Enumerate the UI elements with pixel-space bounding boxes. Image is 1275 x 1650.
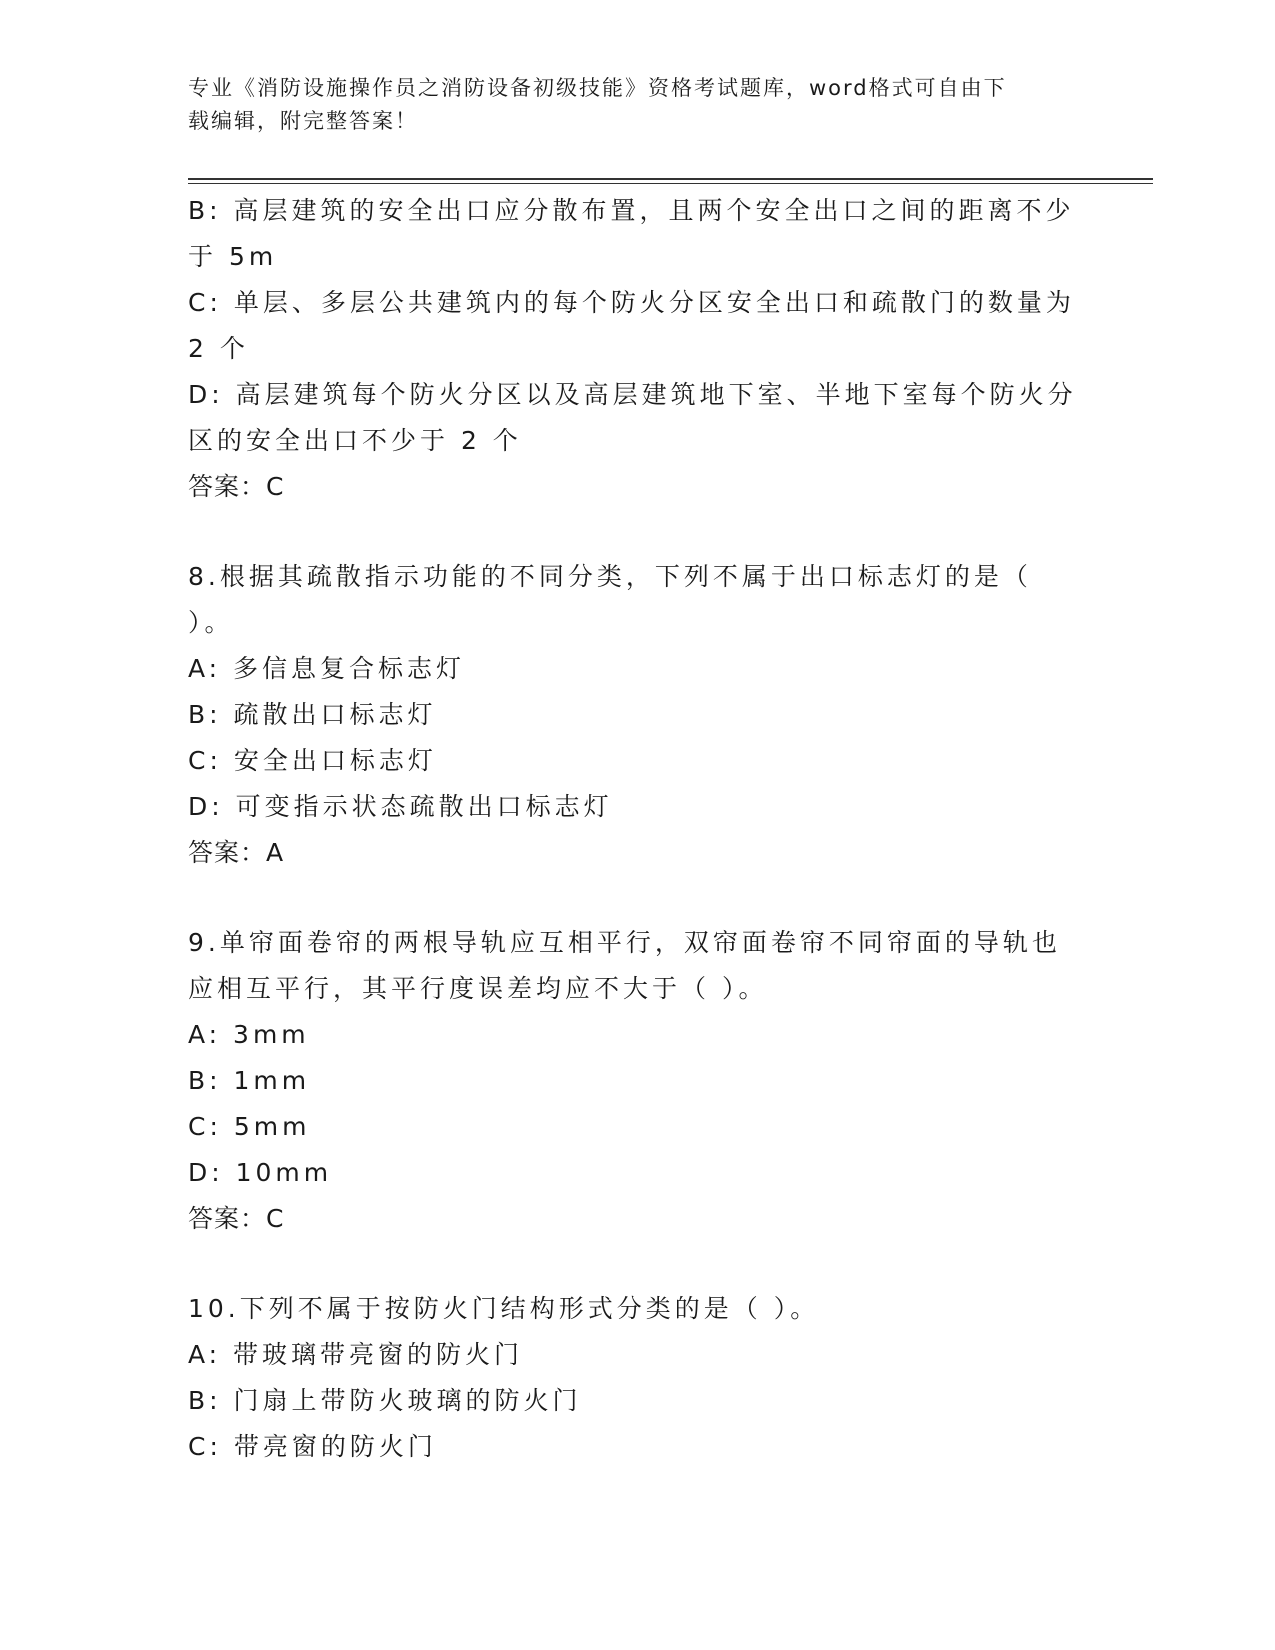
answer-line: 答案：A <box>188 838 285 867</box>
header-line-2: 载编辑，附完整答案！ <box>188 109 418 133</box>
option-c-line-1: C: 单层、多层公共建筑内的每个防火分区安全出口和疏散门的数量为 <box>188 288 1075 317</box>
question-gap <box>188 1242 1088 1286</box>
option-d-line-1: D: 高层建筑每个防火分区以及高层建筑地下室、半地下室每个防火分 <box>188 380 1077 409</box>
option-b-line-1: B: 高层建筑的安全出口应分散布置，且两个安全出口之间的距离不少 <box>188 196 1075 225</box>
option-c: C: 安全出口标志灯 <box>188 746 437 775</box>
document-body <box>188 188 1088 1470</box>
option-b: B: 1mm <box>188 1066 311 1095</box>
question-gap <box>188 510 1088 554</box>
question-stem-line-1: 10.下列不属于按防火门结构形式分类的是（ ）。 <box>188 1294 820 1323</box>
option-a: A: 带玻璃带亮窗的防火门 <box>188 1340 524 1369</box>
question-gap <box>188 876 1088 920</box>
question-7-tail <box>188 188 1088 510</box>
option-d: D: 可变指示状态疏散出口标志灯 <box>188 792 613 821</box>
option-d-line-2: 区的安全出口不少于 2 个 <box>188 426 522 455</box>
question-stem-line-2: 应相互平行，其平行度误差均应不大于（ ）。 <box>188 974 768 1003</box>
question-9 <box>188 920 1088 1242</box>
document-header <box>188 72 1088 138</box>
header-divider-thick <box>188 178 1153 180</box>
answer-line: 答案：C <box>188 472 285 501</box>
option-b: B: 疏散出口标志灯 <box>188 700 437 729</box>
option-c: C: 5mm <box>188 1112 311 1141</box>
option-b: B: 门扇上带防火玻璃的防火门 <box>188 1386 582 1415</box>
question-8 <box>188 554 1088 876</box>
option-a: A: 3mm <box>188 1020 310 1049</box>
option-b-line-2: 于 5m <box>188 242 278 271</box>
question-stem-line-2: ）。 <box>188 608 234 637</box>
option-a: A: 多信息复合标志灯 <box>188 654 466 683</box>
option-c-line-2: 2 个 <box>188 334 249 363</box>
header-line-1: 专业《消防设施操作员之消防设备初级技能》资格考试题库，word格式可自由下 <box>188 76 1007 100</box>
answer-line: 答案：C <box>188 1204 285 1233</box>
question-stem-line-1: 9.单帘面卷帘的两根导轨应互相平行，双帘面卷帘不同帘面的导轨也 <box>188 928 1061 957</box>
header-divider-thin <box>188 183 1153 184</box>
option-d: D: 10mm <box>188 1158 333 1187</box>
question-stem-line-1: 8.根据其疏散指示功能的不同分类，下列不属于出口标志灯的是（ <box>188 562 1032 591</box>
question-10 <box>188 1286 1088 1470</box>
option-c: C: 带亮窗的防火门 <box>188 1432 437 1461</box>
